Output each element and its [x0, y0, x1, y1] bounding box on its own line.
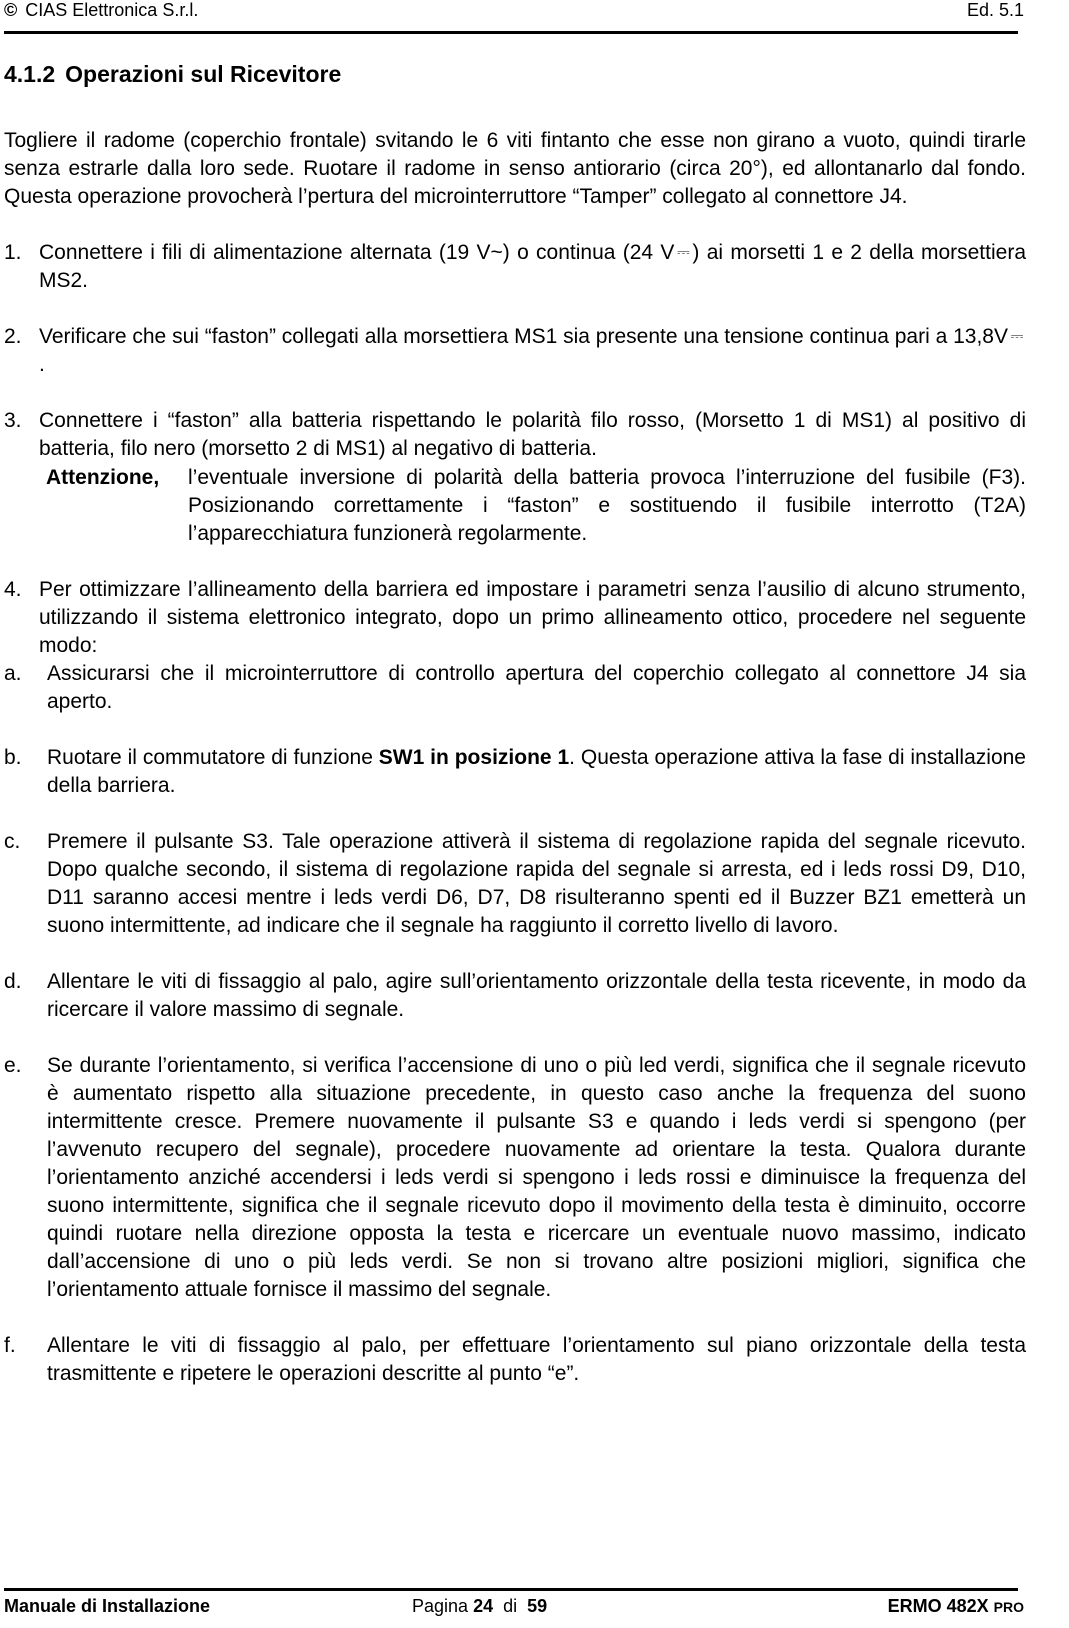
substep-b [4, 744, 1026, 800]
substep-text: Assicurarsi che il microinterruttore di controllo apertura del coperchio collegato al connettore J4 sia aperto. [47, 662, 1026, 713]
step-text: Verificare che sui “faston” collegati alla morsettiera MS1 sia presente una tensione continua pari a 13,8V ⎓. [39, 323, 1026, 379]
substep-text: Premere il pulsante S3. Tale operazione attiverà il sistema di regolazione rapida del segnale ricevuto. Dopo qualche secondo, il sistema di regolazione rapida del segnale si arresta, ed i leds rossi D9, D10, D11 saranno accesi mentre i leds verdi D6, D7, D8 risulteranno spenti ed il Buzzer BZ1 emetterà un suono intermittente, ad indicare che il segnale ha raggiunto il corretto livello di lavoro. [47, 830, 1026, 937]
edition-label: Ed. 5.1 [966, 0, 1024, 20]
step-1 [4, 239, 1026, 295]
dc-symbol-icon: ⎓ [1010, 328, 1024, 345]
header-divider [4, 31, 1018, 34]
substep-text: Allentare le viti di fissaggio al palo, agire sull’orientamento orizzontale della testa ricevente, in modo da ricercare il valore massimo di segnale. [47, 970, 1026, 1021]
section-number: 4.1.2 [4, 61, 56, 87]
page-header [4, 0, 1024, 34]
substep-a [4, 660, 1026, 716]
substep-label: c. [4, 830, 21, 853]
step-3 [4, 407, 1026, 463]
substep-text: Se durante l’orientamento, si verifica l’accensione di uno o più led verdi, significa che il segnale ricevuto è aumentato rispetto alla situazione precedente, in questo caso anche la frequenza del suono intermittente cresce. Premere nuovamente il pulsante S3 e quando i leds verdi si spengono (per l’avvenuto recupero del segnale), procedere nuovamente ad orientare la testa. Qualora durante l’orientamento anziché accendersi i leds verdi si spengono i leds rossi e diminuisce la frequenza del suono intermittente, significa che il segnale ricevuto dopo il movimento della testa è diminuito, occorre quindi ruotare nella direzione opposta la testa e ricercare un eventuale nuovo massimo, indicato dall’accensione di uno o più leds verdi. Se non si trovano altre posizioni migliori, significa che l’orientamento attuale fornisce il massimo del segnale. [47, 1054, 1026, 1301]
section-title: Operazioni sul Ricevitore [65, 61, 342, 87]
attention-note [4, 464, 1026, 548]
step-label: 3. [4, 409, 22, 432]
step-label: 1. [4, 241, 22, 264]
substep-d [4, 968, 1026, 1024]
step-label: 2. [4, 325, 22, 348]
intro-paragraph: Togliere il radome (coperchio frontale) svitando le 6 viti fintanto che esse non girano a vuoto, quindi tirarle senza estrarle dalla loro sede. Ruotare il radome in senso antiorario (circa 20°), ed allontanarlo dal fondo. Questa operazione provocherà l’pertura del microinterruttore “Tamper” collegato al connettore J4. [4, 129, 1026, 208]
substep-label: d. [4, 970, 22, 993]
product-name: ERMO 482X PRO [887, 1596, 1024, 1616]
substep-text: Ruotare il commutatore di funzione SW1 in posizione 1. Questa operazione attiva la fase di installazione della barriera. [47, 746, 1026, 797]
header-company [4, 0, 198, 21]
step-text: Connettere i fili di alimentazione alternata (19 V~) o continua (24 V ⎓ ) ai morsetti 1 e 2 della morsettiera MS2. [39, 241, 1026, 292]
company-name: CIAS Elettronica S.r.l. [25, 0, 199, 20]
attention-text: l’eventuale inversione di polarità della batteria provoca l’interruzione del fusibile (F3). Posizionando correttamente i “faston” e sostituendo il fusibile interrotto (T2A) l’apparecchiatura funzionerà regolarmente. [188, 466, 1026, 545]
step-text: Connettere i “faston” alla batteria rispettando le polarità filo rosso, (Morsetto 1 di MS1) al positivo di batteria, filo nero (morsetto 2 di MS1) al negativo di batteria. [39, 409, 1026, 460]
substep-label: b. [4, 746, 22, 769]
step-2 [4, 323, 1026, 379]
substep-text: Allentare le viti di fissaggio al palo, per effettuare l’orientamento sul piano orizzontale della testa trasmittente e ripetere le operazioni descritte al punto “e”. [47, 1334, 1026, 1385]
substep-label: f. [4, 1334, 16, 1357]
page-number: Pagina 24 di 59 [412, 1596, 548, 1616]
substep-c [4, 828, 1026, 940]
manual-title: Manuale di Installazione [4, 1596, 211, 1616]
attention-label: Attenzione, [46, 466, 160, 489]
switch-position: SW1 in posizione 1 [378, 746, 570, 769]
dc-symbol-icon: ⎓ [677, 244, 690, 261]
substep-f [4, 1332, 1026, 1388]
footer-divider [4, 1588, 1018, 1591]
page-content [4, 50, 1026, 1388]
step-4 [4, 576, 1026, 660]
section-heading [4, 60, 1026, 88]
copyright-icon: © [4, 0, 18, 20]
substep-label: e. [4, 1054, 22, 1077]
substep-label: a. [4, 662, 22, 685]
substep-e [4, 1052, 1026, 1304]
step-label: 4. [4, 578, 22, 601]
step-text: Per ottimizzare l’allineamento della barriera ed impostare i parametri senza l’ausilio di alcuno strumento, utilizzando il sistema elettronico integrato, dopo un primo allineamento ottico, procedere nel seguente modo: [39, 578, 1026, 657]
